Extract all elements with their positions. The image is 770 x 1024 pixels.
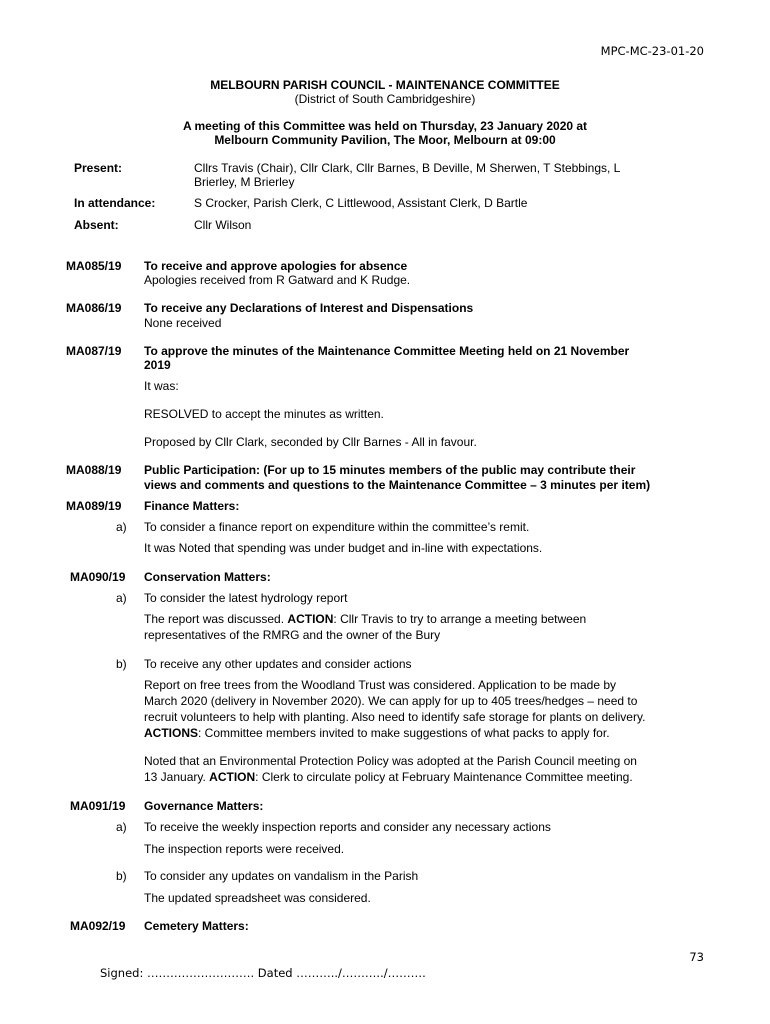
page-number: 73 (689, 950, 704, 964)
item-code: MA089/19 (66, 499, 122, 513)
sub-item-paragraph-line: Report on free trees from the Woodland Trust was considered. Application to be made by (144, 678, 617, 692)
document-title: MELBOURN PARISH COUNCIL - MAINTENANCE COMMITTEE (210, 78, 560, 92)
sub-item-text: To receive the weekly inspection reports and consider any necessary actions (144, 820, 551, 834)
item-title-line-1: Public Participation: (For up to 15 minutes members of the public may contribute their (144, 463, 636, 477)
sub-item-label: a) (116, 591, 127, 605)
item-title: Finance Matters: (144, 499, 240, 513)
sub-item-note-line-2: representatives of the RMRG and the owner of the Bury (144, 628, 441, 642)
meeting-line-1: A meeting of this Committee was held on Thursday, 23 January 2020 at (182, 119, 588, 133)
item-title-line-2: views and comments and questions to the Maintenance Committee – 3 minutes per item) (144, 478, 651, 492)
item-title: To receive and approve apologies for absence (144, 259, 408, 273)
sub-item-text: To consider the latest hydrology report (144, 591, 348, 605)
present-label: Present: (74, 161, 123, 175)
sub-item-text: To receive any other updates and consider actions (144, 657, 412, 671)
sub-item-note: The inspection reports were received. (144, 842, 345, 856)
item-text: None received (144, 316, 222, 330)
sub-item-note: The updated spreadsheet was considered. (144, 891, 371, 905)
sub-item-note-line-1: The report was discussed. ACTION: Cllr Travis to try to arrange a meeting between (144, 612, 587, 626)
sub-item-label: b) (116, 869, 127, 883)
item-title: Cemetery Matters: (144, 919, 249, 933)
meeting-line-2: Melbourn Community Pavilion, The Moor, Melbourn at 09:00 (214, 133, 556, 147)
item-code: MA090/19 (70, 570, 126, 584)
sub-item-note: It was Noted that spending was under budget and in-line with expectations. (144, 541, 543, 555)
item-code: MA088/19 (66, 463, 122, 477)
sub-item-paragraph-line: recruit volunteers to help with planting. Also need to identify safe storage for plants on delivery. (144, 710, 646, 724)
sub-item-label: b) (116, 657, 127, 671)
item-paragraph: Proposed by Cllr Clark, seconded by Cllr Barnes - All in favour. (144, 435, 477, 449)
item-title: Governance Matters: (144, 799, 264, 813)
document-reference: MPC-MC-23-01-20 (600, 44, 704, 58)
sub-item-text: To consider a finance report on expenditure within the committee’s remit. (144, 520, 530, 534)
sub-item-paragraph-line: March 2020 (delivery in November 2020). We can apply for up to 405 trees/hedges – need to (144, 694, 638, 708)
item-code: MA086/19 (66, 301, 122, 315)
item-code: MA085/19 (66, 259, 122, 273)
sub-item-paragraph-line: ACTIONS: Committee members invited to make suggestions of what packs to apply for. (144, 726, 610, 740)
sub-item-paragraph-line: 13 January. ACTION: Clerk to circulate policy at February Maintenance Committee meeting. (144, 770, 633, 784)
sub-item-label: a) (116, 520, 127, 534)
present-value-line-1: Cllrs Travis (Chair), Cllr Clark, Cllr Barnes, B Deville, M Sherwen, T Stebbings, L (194, 161, 621, 175)
sub-item-label: a) (116, 820, 127, 834)
item-code: MA091/19 (70, 799, 126, 813)
item-title-line-1: To approve the minutes of the Maintenance Committee Meeting held on 21 November (144, 344, 630, 358)
sub-item-text: To consider any updates on vandalism in the Parish (144, 869, 419, 883)
item-code: MA087/19 (66, 344, 122, 358)
in-attendance-value: S Crocker, Parish Clerk, C Littlewood, Assistant Clerk, D Bartle (194, 196, 528, 210)
item-paragraph: It was: (144, 379, 179, 393)
item-code: MA092/19 (70, 919, 126, 933)
item-text: Apologies received from R Gatward and K Rudge. (144, 273, 411, 287)
item-paragraph: RESOLVED to accept the minutes as written. (144, 407, 384, 421)
sub-item-paragraph-line: Noted that an Environmental Protection Policy was adopted at the Parish Council meeting on (144, 754, 637, 768)
signature-line: Signed: ………………………. Dated ………../………../………. (100, 966, 426, 980)
item-title: Conservation Matters: (144, 570, 271, 584)
in-attendance-label: In attendance: (74, 196, 156, 210)
item-title: To receive any Declarations of Interest and Dispensations (144, 301, 474, 315)
present-value-line-2: Brierley, M Brierley (194, 175, 295, 189)
item-title-line-2: 2019 (144, 358, 171, 372)
absent-label: Absent: (74, 218, 119, 232)
document-subtitle: (District of South Cambridgeshire) (294, 92, 476, 106)
absent-value: Cllr Wilson (194, 218, 252, 232)
